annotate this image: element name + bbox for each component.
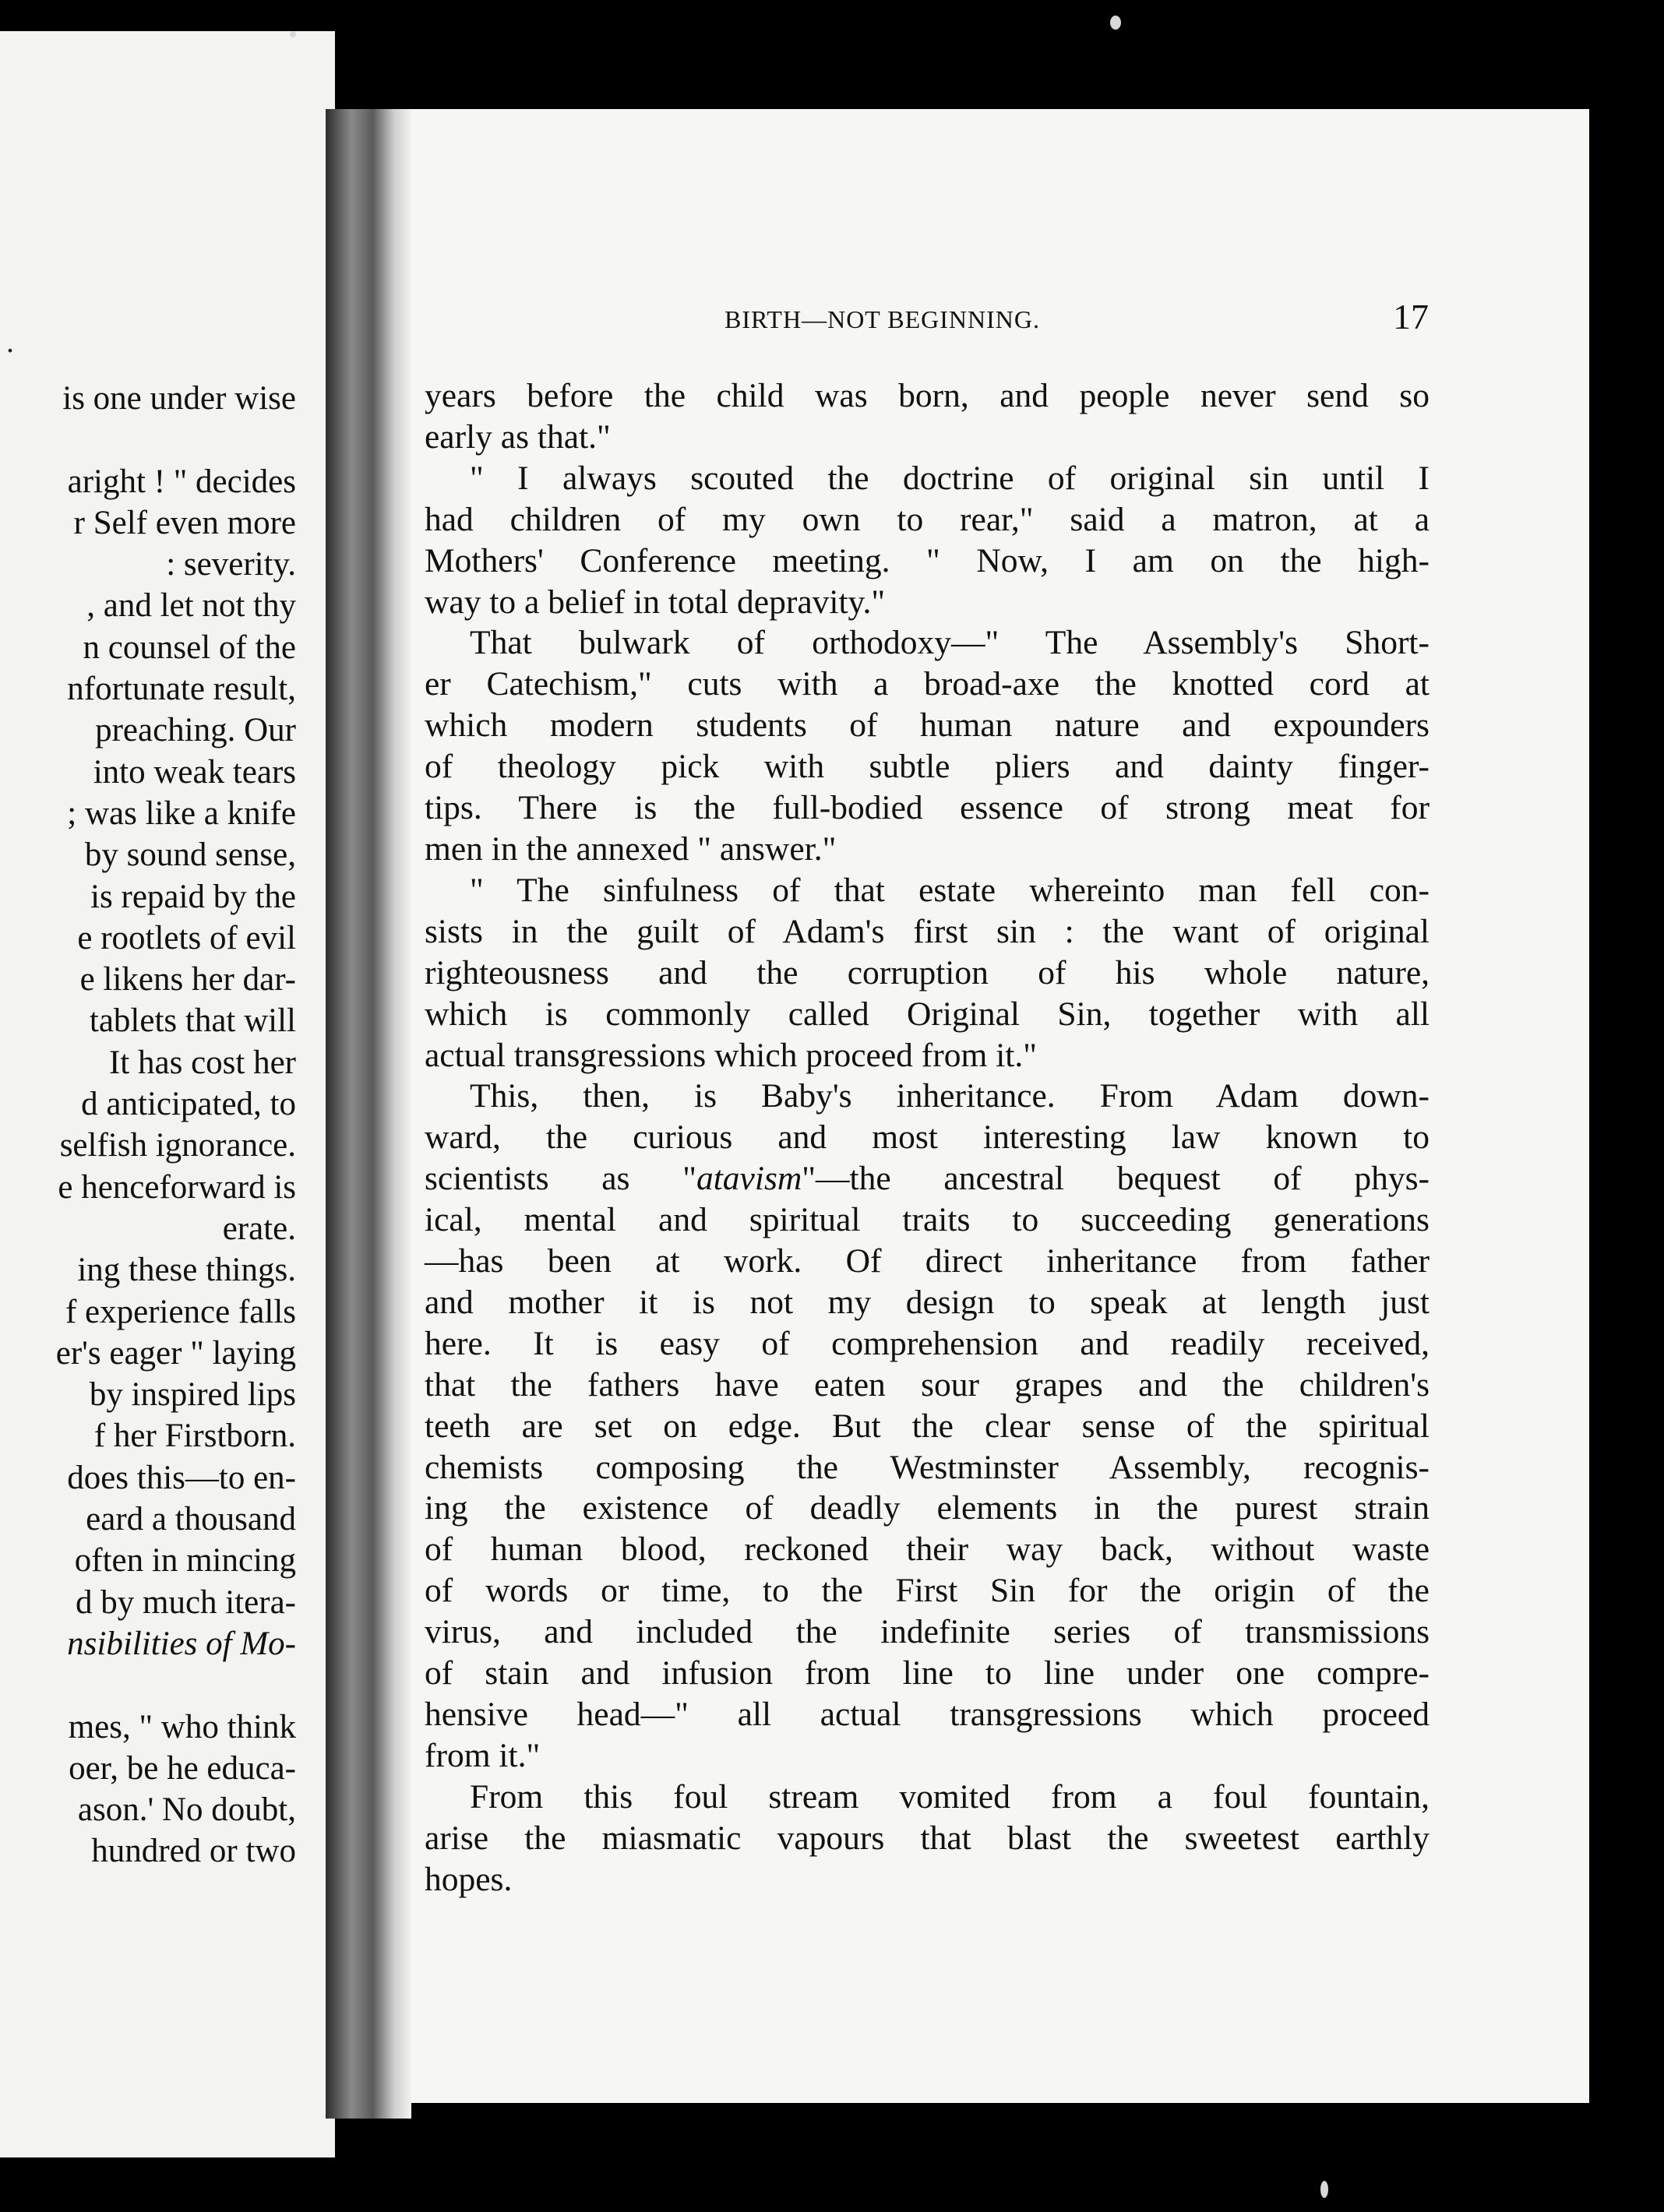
- body-line: That bulwark of orthodoxy—" The Assembly's Short-: [470, 624, 1430, 662]
- body-line: of stain and infusion from line to line under one compre-: [425, 1654, 1430, 1692]
- left-line: f experience falls: [65, 1293, 296, 1330]
- page-body-text: [425, 375, 1430, 1900]
- body-line: ical, mental and spiritual traits to succeeding generations: [425, 1201, 1430, 1239]
- left-line: does this—to en-: [67, 1459, 296, 1496]
- left-page-dot: .: [6, 324, 14, 359]
- running-head: BIRTH—NOT BEGINNING.: [724, 305, 1041, 333]
- body-line: of human blood, reckoned their way back, without waste: [425, 1530, 1430, 1569]
- body-line: From this foul stream vomited from a foul fountain,: [470, 1777, 1430, 1816]
- left-line: ason.' No doubt,: [77, 1791, 296, 1829]
- facing-page-text: [0, 378, 296, 1872]
- left-line: erate.: [222, 1210, 296, 1247]
- body-line: ward, the curious and most interesting law known to: [425, 1118, 1430, 1157]
- body-line: er Catechism," cuts with a broad-axe the knotted cord at: [425, 665, 1430, 703]
- left-line: e likens her dar-: [79, 961, 296, 999]
- left-line: ; was like a knife: [67, 794, 296, 832]
- left-line: n counsel of the: [83, 629, 296, 666]
- body-line: of words or time, to the First Sin for the origin of the: [425, 1572, 1430, 1610]
- body-line: that the fathers have eaten sour grapes and the children's: [425, 1365, 1430, 1404]
- left-line: tablets that will: [89, 1002, 296, 1040]
- body-line: chemists composing the Westminster Assembly, recognis-: [425, 1448, 1430, 1486]
- body-line: way to a belief in total depravity.": [425, 583, 886, 621]
- body-line: hensive head—" all actual transgressions which proceed: [425, 1696, 1430, 1733]
- left-line: f her Firstborn.: [93, 1418, 296, 1455]
- left-line: [0, 1664, 296, 1706]
- body-line: early as that.": [425, 417, 611, 456]
- left-line: hundred or two: [91, 1833, 296, 1870]
- body-line: ing the existence of deadly elements in the purest strain: [425, 1489, 1430, 1527]
- body-line: which modern students of human nature and expounders: [425, 706, 1430, 745]
- body-line: of theology pick with subtle pliers and dainty finger-: [425, 748, 1430, 786]
- left-line: eard a thousand: [86, 1501, 296, 1538]
- body-line: arise the miasmatic vapours that blast the sweetest earthly: [425, 1819, 1430, 1857]
- book-gutter-shadow: [326, 109, 411, 2119]
- body-line: tips. There is the full-bodied essence of strong meat for: [425, 789, 1430, 827]
- body-line-italic-term: atavism: [696, 1160, 802, 1198]
- left-line: er's eager " laying: [55, 1334, 296, 1372]
- body-line-segment: "—the ancestral bequest of phys-: [802, 1160, 1430, 1198]
- scan-speck: [1110, 16, 1121, 30]
- left-line: : severity.: [166, 546, 296, 583]
- page-number: 17: [1393, 297, 1429, 336]
- body-line: from it.": [425, 1736, 541, 1774]
- body-line-mixed: [425, 1158, 1430, 1199]
- left-line: nfortunate result,: [67, 671, 296, 708]
- scan-speck: [1320, 2181, 1328, 2198]
- body-line: Mothers' Conference meeting. " Now, I am on the high-: [425, 541, 1430, 579]
- left-line: is one under wise: [62, 380, 296, 417]
- left-line: is repaid by the: [90, 878, 296, 915]
- body-line: virus, and included the indefinite series of transmissions: [425, 1613, 1430, 1651]
- body-line: This, then, is Baby's inheritance. From Adam down-: [470, 1077, 1430, 1115]
- left-line: r Self even more: [73, 504, 296, 541]
- body-line: —has been at work. Of direct inheritance from father: [425, 1242, 1430, 1280]
- body-line: righteousness and the corruption of his whole nature,: [425, 953, 1430, 992]
- left-line: It has cost her: [108, 1044, 296, 1081]
- left-line: , and let not thy: [86, 587, 296, 625]
- body-line: hopes.: [425, 1860, 513, 1898]
- left-line: by sound sense,: [84, 837, 296, 874]
- body-line-segment: scientists as ": [425, 1160, 696, 1198]
- left-line: selfish ignorance.: [59, 1127, 296, 1164]
- left-line: often in mincing: [74, 1542, 296, 1580]
- left-line: d anticipated, to: [81, 1086, 296, 1123]
- body-line: years before the child was born, and people never send so: [425, 377, 1430, 414]
- left-line: by inspired lips: [89, 1376, 296, 1414]
- body-line: had children of my own to rear," said a matron, at a: [425, 500, 1430, 538]
- left-line: preaching. Our: [95, 712, 296, 749]
- left-line: e rootlets of evil: [77, 919, 296, 956]
- body-line: " I always scouted the doctrine of original sin until I: [470, 459, 1430, 497]
- left-line: d by much itera-: [76, 1583, 296, 1621]
- left-line: e henceforward is: [58, 1168, 296, 1206]
- left-line: [0, 419, 296, 460]
- left-line: nsibilities of Mo-: [67, 1625, 296, 1662]
- left-line: aright ! " decides: [67, 463, 296, 500]
- body-line: here. It is easy of comprehension and readily received,: [425, 1324, 1430, 1362]
- left-line: oer, be he educa-: [69, 1749, 296, 1787]
- left-line: into weak tears: [93, 753, 296, 791]
- body-line: teeth are set on edge. But the clear sense of the spiritual: [425, 1407, 1430, 1445]
- body-line: actual transgressions which proceed from it.": [425, 1036, 1038, 1074]
- body-line: " The sinfulness of that estate whereinto man fell con-: [470, 871, 1430, 909]
- body-line: sists in the guilt of Adam's first sin : the want of original: [425, 912, 1430, 950]
- body-line: men in the annexed " answer.": [425, 830, 837, 868]
- body-line: and mother it is not my design to speak at length just: [425, 1283, 1430, 1321]
- scan-speck: [290, 31, 296, 37]
- left-line: mes, " who think: [68, 1708, 296, 1745]
- body-line: which is commonly called Original Sin, together with all: [425, 995, 1430, 1033]
- left-line: ing these things.: [77, 1252, 296, 1289]
